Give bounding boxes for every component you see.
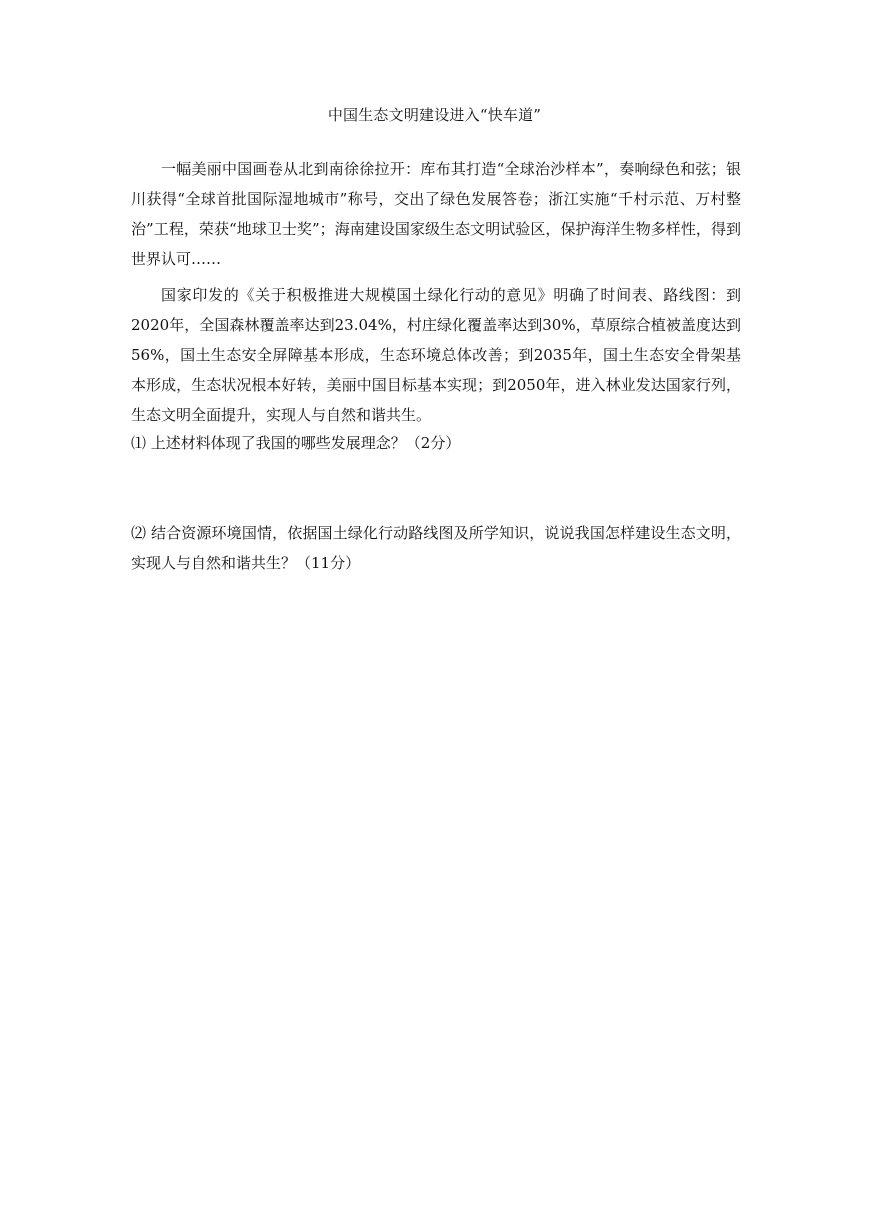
answer-space-1 xyxy=(131,460,741,510)
question-2: ⑵ 结合资源环境国情，依据国土绿化行动路线图及所学知识，说说我国怎样建设生态文明，实现人与自然和谐共生？（11分） xyxy=(131,524,741,572)
material-paragraph-2: 国家印发的《关于积极推进大规模国土绿化行动的意见》明确了时间表、路线图：到2020年，全国森林覆盖率达到23.04%，村庄绿化覆盖率达到30%，草原综合植被盖度达到56%，国土生态安全屏障基本形成，生态环境总体改善；到2035年，国土生态安全骨架基本形成，生态状况根本好转，美丽中国目标基本实现；到2050年，进入林业发达国家行列，生态文明全面提升，实现人与自然和谐共生。 xyxy=(131,286,741,424)
question-1: ⑴ 上述材料体现了我国的哪些发展理念？（2分） xyxy=(131,434,461,452)
material-paragraph-1: 一幅美丽中国画卷从北到南徐徐拉开：库布其打造“全球治沙样本”，奏响绿色和弦；银川获得“全球首批国际湿地城市”称号，交出了绿色发展答卷；浙江实施“千村示范、万村整治”工程，荣获“地球卫士奖”；海南建设国家级生态文明试验区，保护海洋生物多样性，得到世界认可…… xyxy=(131,160,741,268)
document-title: 中国生态文明建设进入“快车道” xyxy=(327,106,542,124)
